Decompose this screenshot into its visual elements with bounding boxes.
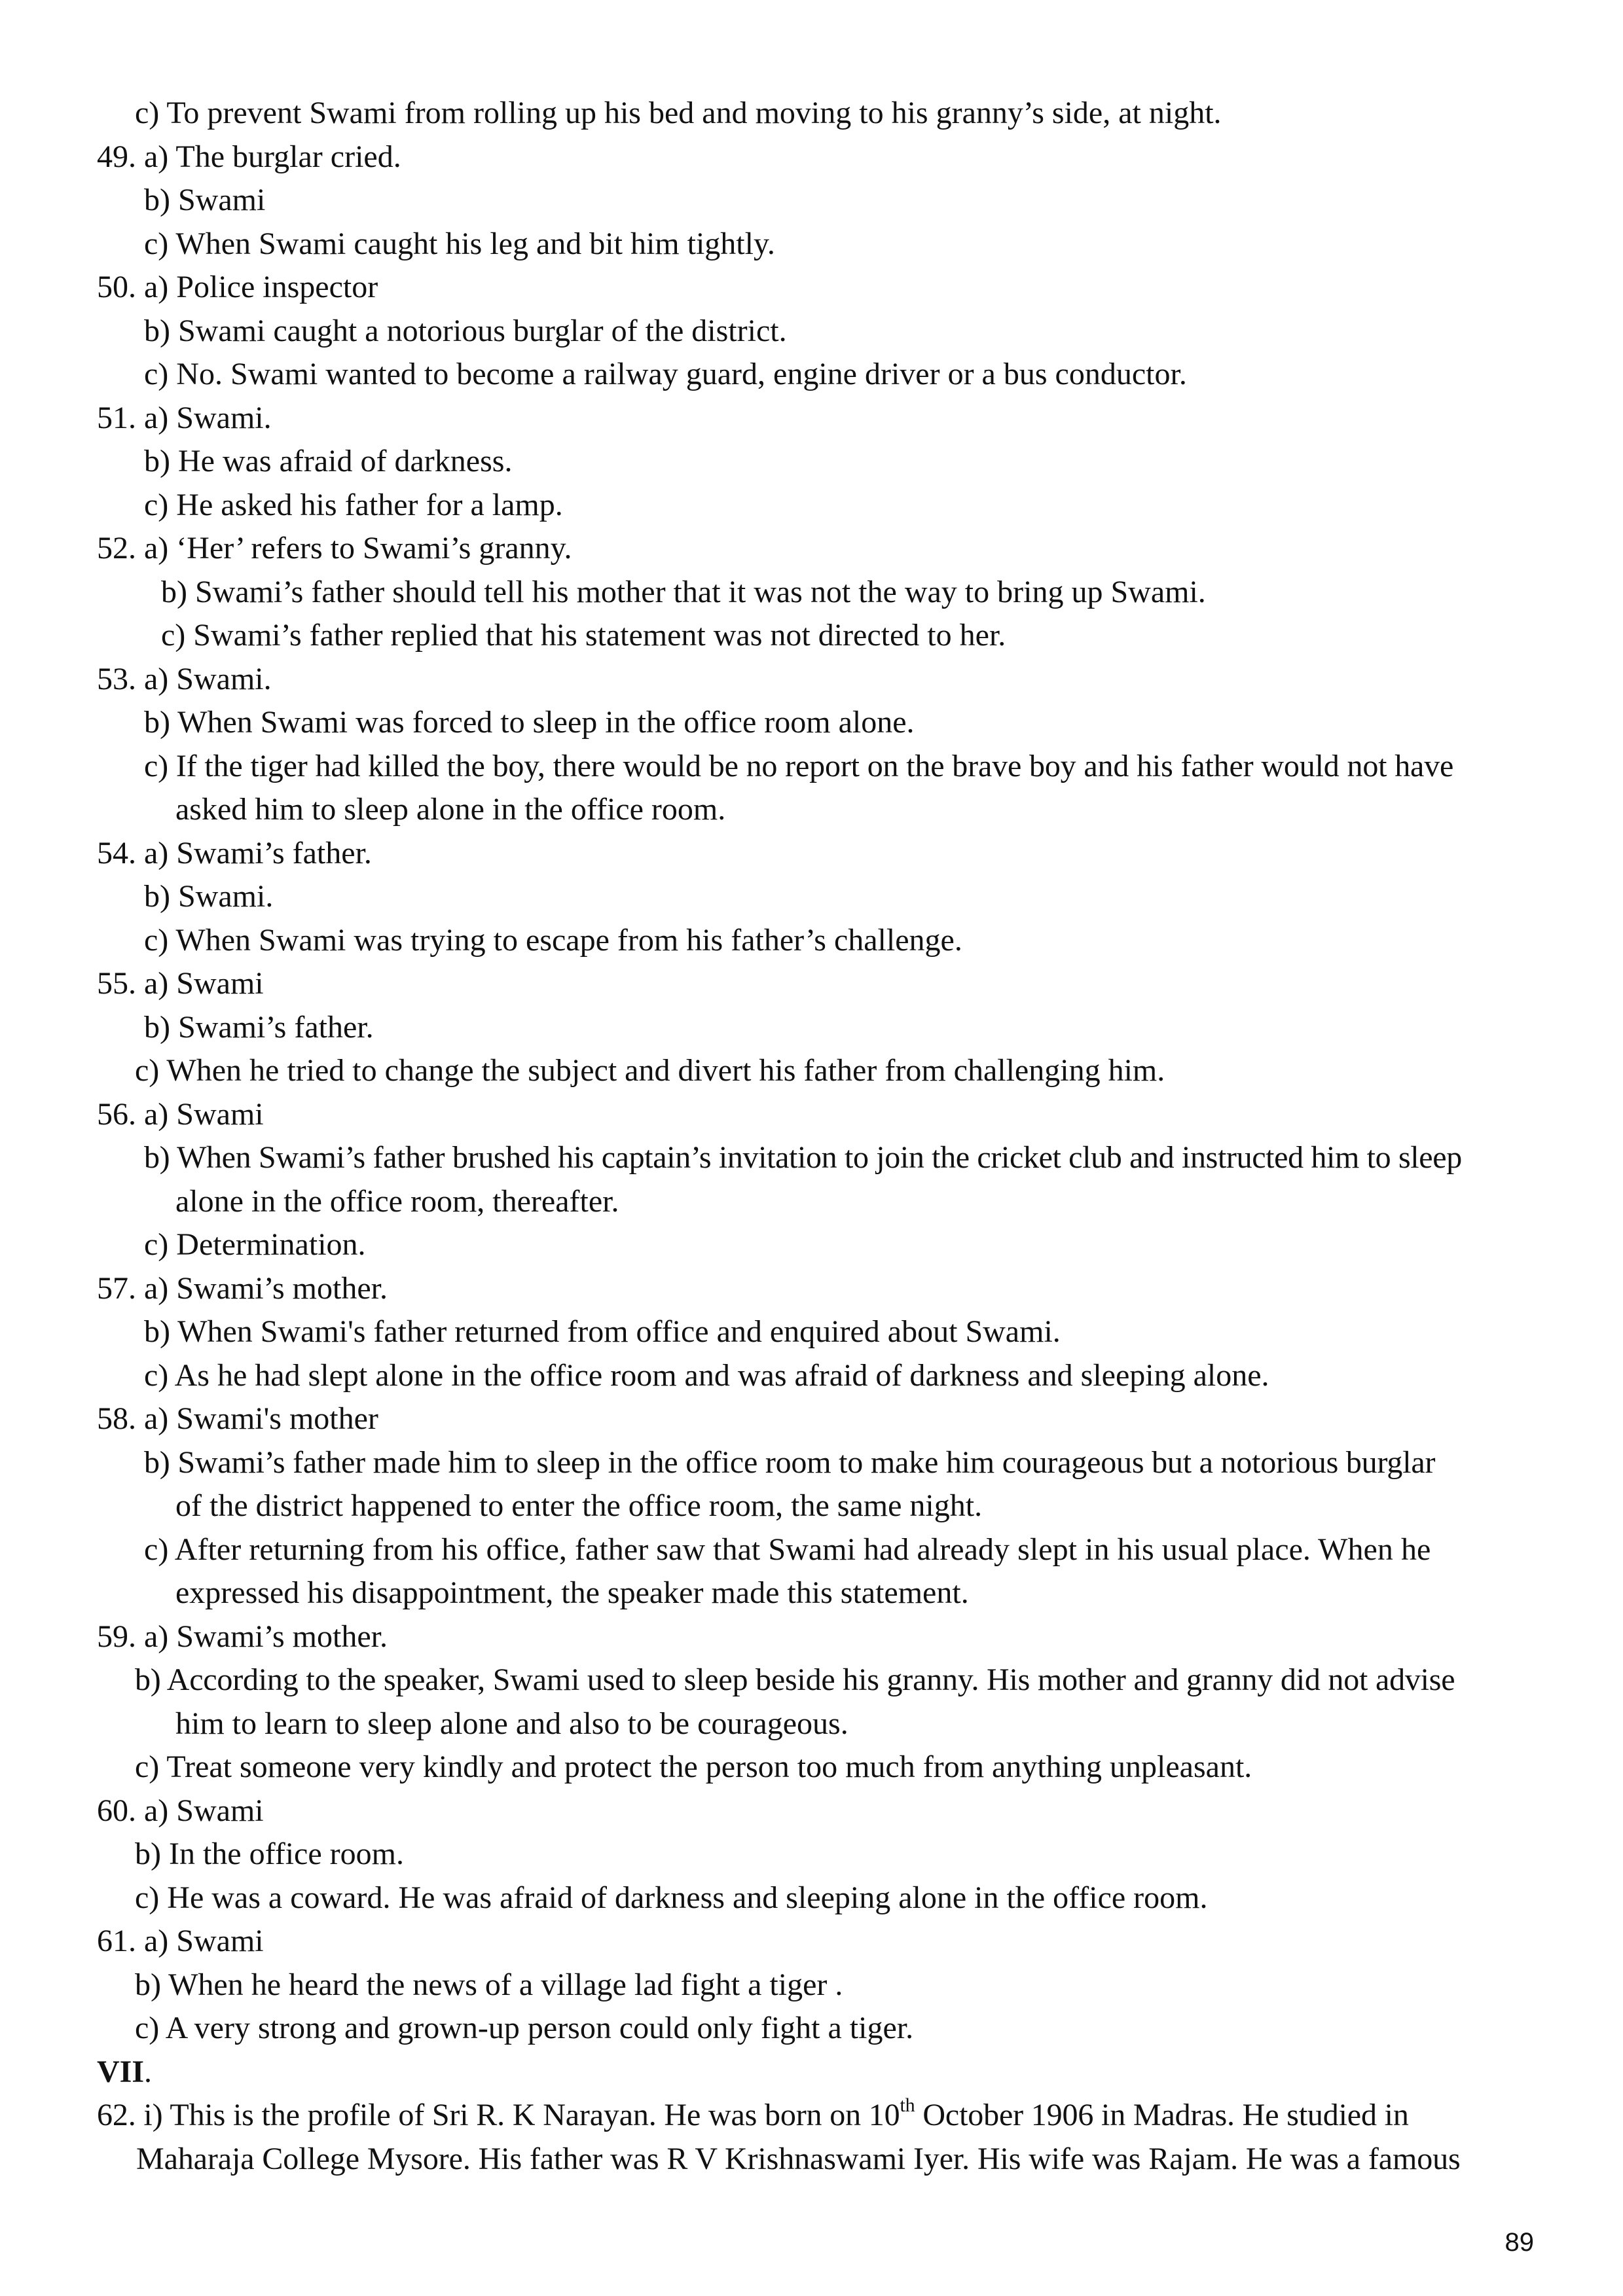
answer-line: b) According to the speaker, Swami used to sleep beside his granny. His mother and granny did not advise <box>135 1662 1455 1697</box>
question-number-line: 61. a) Swami <box>97 1924 264 1958</box>
answer-line: c) Treat someone very kindly and protect the person too much from anything unpleasant. <box>135 1749 1252 1784</box>
answer-line: b) Swami’s father made him to sleep in the office room to make him courageous but a notorious burglar <box>144 1444 1436 1480</box>
question-62-text-b: October 1906 in Madras. He studied in <box>915 2098 1409 2132</box>
answer-continuation-line: him to learn to sleep alone and also to be courageous. <box>175 1706 848 1741</box>
question-number-line: 58. a) Swami's mother <box>97 1401 378 1436</box>
question-number-line: 49. a) The burglar cried. <box>97 139 401 174</box>
answer-line: b) When Swami was forced to sleep in the office room alone. <box>144 705 915 740</box>
section-heading-period: . <box>144 2054 153 2089</box>
answer-continuation-line: asked him to sleep alone in the office room. <box>175 792 726 827</box>
question-number-line: 53. a) Swami. <box>97 661 272 696</box>
question-number-line: 50. a) Police inspector <box>97 270 378 304</box>
answer-continuation-line: alone in the office room, thereafter. <box>175 1183 619 1219</box>
answer-line: b) He was afraid of darkness. <box>144 444 513 478</box>
question-number-line: 59. a) Swami’s mother. <box>97 1619 388 1654</box>
question-number-line: 60. a) Swami <box>97 1793 264 1828</box>
question-number-line: 51. a) Swami. <box>97 400 272 435</box>
answer-line: b) Swami. <box>144 879 274 914</box>
page-number: 89 <box>1504 2228 1534 2257</box>
question-62-line-1 <box>97 2094 1534 2138</box>
question-number-line: 55. a) Swami <box>97 966 264 1001</box>
answer-line: b) Swami’s father should tell his mother that it was not the way to bring up Swami. <box>161 574 1206 609</box>
answer-line: c) He asked his father for a lamp. <box>144 487 563 522</box>
answer-line: b) Swami <box>144 183 266 217</box>
answer-line: c) No. Swami wanted to become a railway guard, engine driver or a bus conductor. <box>144 357 1187 391</box>
answer-line: c) As he had slept alone in the office room and was afraid of darkness and sleeping alone. <box>144 1357 1269 1393</box>
answer-line: b) When Swami's father returned from office and enquired about Swami. <box>144 1314 1061 1349</box>
ordinal-superscript: th <box>900 2094 915 2116</box>
answer-line: c) To prevent Swami from rolling up his bed and moving to his granny’s side, at night. <box>135 96 1222 130</box>
question-number-line: 54. a) Swami’s father. <box>97 835 372 870</box>
answer-continuation-line: of the district happened to enter the office room, the same night. <box>175 1488 983 1523</box>
question-62-text-a: 62. i) This is the profile of Sri R. K Narayan. He was born on 10 <box>97 2098 900 2132</box>
section-heading-roman: VII <box>97 2054 145 2089</box>
answer-line: b) In the office room. <box>135 1837 404 1871</box>
answer-line: c) A very strong and grown-up person could only fight a tiger. <box>135 2011 914 2045</box>
answer-line: c) When Swami caught his leg and bit him tightly. <box>144 226 775 261</box>
answer-line: b) Swami’s father. <box>144 1009 374 1045</box>
answer-line: c) When he tried to change the subject and divert his father from challenging him. <box>135 1053 1165 1088</box>
answer-line: b) When he heard the news of a village lad fight a tiger . <box>135 1967 843 2002</box>
answer-line: c) If the tiger had killed the boy, there would be no report on the brave boy and his father would not have <box>144 748 1454 783</box>
answer-line: c) After returning from his office, father saw that Swami had already slept in his usual place. When he <box>144 1532 1431 1567</box>
question-number-line: 52. a) ‘Her’ refers to Swami’s granny. <box>97 531 572 565</box>
question-number-line: 57. a) Swami’s mother. <box>97 1270 388 1306</box>
answer-line: b) When Swami’s father brushed his captain’s invitation to join the cricket club and instructed him to sleep <box>144 1140 1462 1175</box>
question-number-line: 56. a) Swami <box>97 1096 264 1132</box>
answer-key-content <box>97 92 1534 2181</box>
question-62-line-2: Maharaja College Mysore. His father was R V Krishnaswami Iyer. His wife was Rajam. He was a famous <box>136 2141 1461 2176</box>
answer-continuation-line: expressed his disappointment, the speaker made this statement. <box>175 1575 969 1610</box>
answer-line: c) He was a coward. He was afraid of darkness and sleeping alone in the office room. <box>135 1880 1208 1915</box>
section-heading <box>97 2051 1534 2094</box>
answer-line: b) Swami caught a notorious burglar of the district. <box>144 313 787 348</box>
answer-line: c) When Swami was trying to escape from his father’s challenge. <box>144 922 962 958</box>
answer-line: c) Determination. <box>144 1227 366 1262</box>
answer-line: c) Swami’s father replied that his statement was not directed to her. <box>161 618 1006 653</box>
